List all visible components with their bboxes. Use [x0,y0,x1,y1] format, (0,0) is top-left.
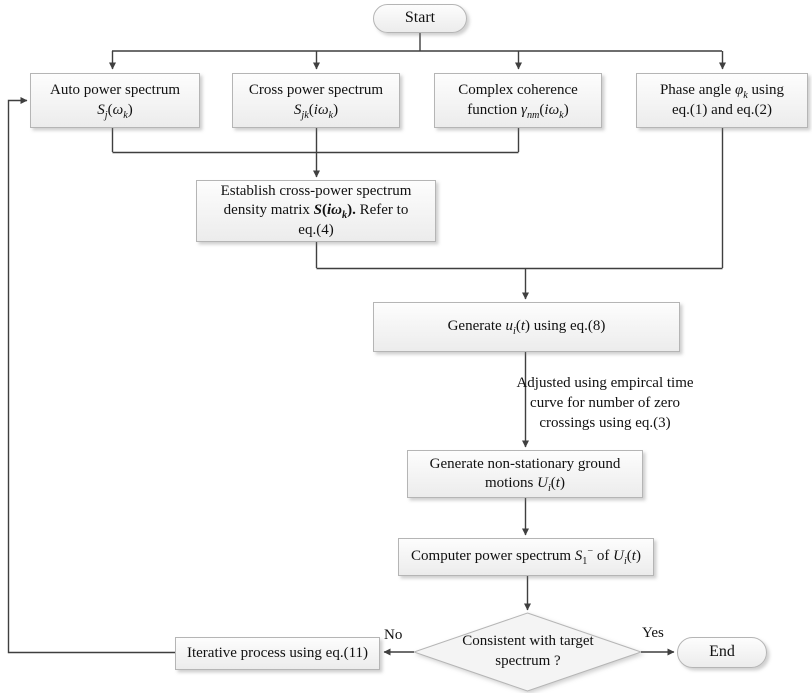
auto-power-label: Auto power spectrum $S_j(\omega_k)$ [50,82,180,121]
yes-branch-label: Yes [642,625,664,641]
flowchart-node-end [677,637,767,668]
no-branch-label: No [384,627,403,643]
generate-u-label: Generate $u_i(t)$ using eq.(8) [447,318,606,338]
flowchart-node-complex-coherence [434,73,602,128]
phase-angle-label: Phase angle $\varphi_k$ using eq.(1) and eq.(2) [659,82,785,118]
cross-power-label: Cross power spectrum $S_{jk}(i\omega_k)$ [248,82,384,121]
start-label: Start [404,9,436,27]
nonstationary-label: Generate non-stationary ground motions $U_i(t)$ [429,455,621,494]
adjustment-annotation-text: Adjusted using empircal time curve for number of zero crossings using eq.(3) [516,375,694,431]
flowchart-node-iterative-process [175,637,380,670]
flowchart-node-nonstationary-motions [407,450,643,498]
end-label: End [709,643,735,661]
flowchart-node-phase-angle [636,73,808,128]
establish-matrix-label: Establish cross-power spectrum density matrix $S(i\omega_k)$. Refer to eq.(4) [220,183,412,238]
iterative-label: Iterative process using eq.(11) [186,644,369,661]
flowchart-node-auto-power-spectrum [30,73,200,128]
flowchart-node-compute-power-spectrum [398,538,654,576]
flowchart-node-decision-text [430,629,626,675]
coherence-label: Complex coherence function $\gamma_{nm}(i\omega_k)$ [458,82,578,121]
flowchart-node-start [373,4,467,33]
adjustment-annotation [478,371,732,437]
flowchart-node-generate-u [373,302,680,352]
decision-label: Consistent with target spectrum ? [462,633,594,669]
flowchart-node-cross-power-spectrum [232,73,400,128]
flowchart-node-establish-matrix [196,180,436,242]
compute-spectrum-label: Computer power spectrum $S_1^-$ of $U_i(t)$ [411,546,641,568]
edge-feedback-loop [9,101,176,653]
